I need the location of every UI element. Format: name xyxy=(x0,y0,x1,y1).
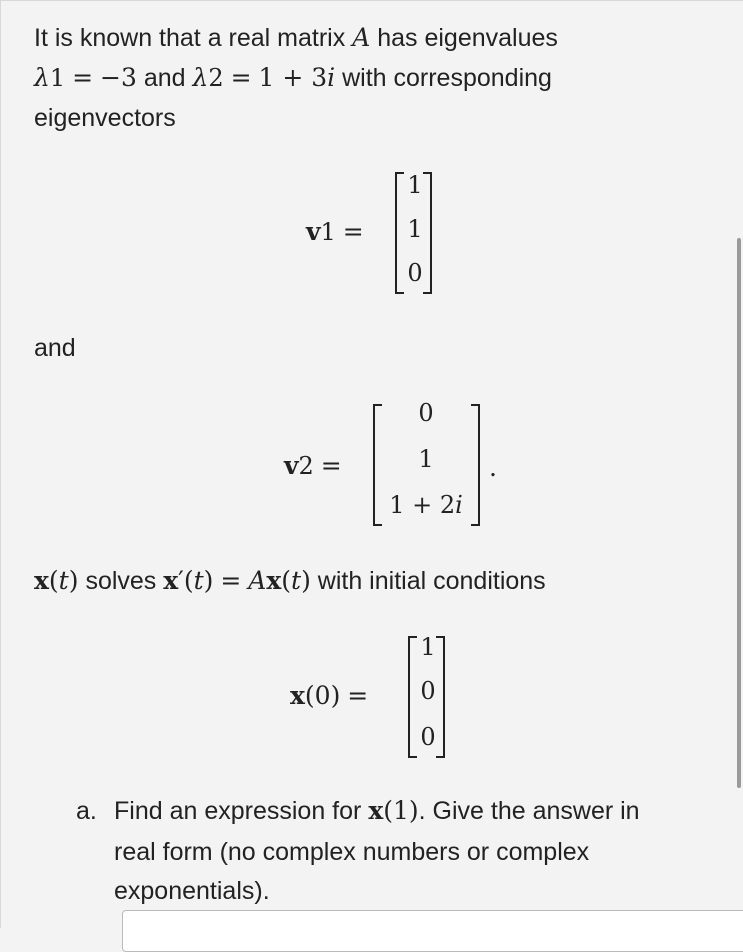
prime: ′( xyxy=(178,566,194,595)
top-border xyxy=(0,0,743,1)
intro-line-3 xyxy=(34,98,176,138)
and-text: and xyxy=(143,64,186,92)
matrix-entry: 0 xyxy=(407,259,423,287)
paren: ( xyxy=(48,566,59,595)
equals: = xyxy=(72,63,94,92)
intro-text: It is known that a real matrix xyxy=(34,24,346,52)
matrix-entry: 1 xyxy=(407,171,423,199)
matrix-entry: 1 xyxy=(418,445,434,473)
and-text: and xyxy=(34,334,76,362)
lambda-symbol: λ xyxy=(192,63,209,92)
lambda-symbol: λ xyxy=(34,63,50,92)
scrollbar[interactable] xyxy=(737,238,741,788)
intro-line-2 xyxy=(34,58,552,98)
subscript: 1 xyxy=(320,218,336,246)
vector-symbol: v xyxy=(284,451,299,480)
equals: = xyxy=(342,217,364,246)
time-variable: t xyxy=(291,566,302,595)
v1-label xyxy=(306,212,364,252)
matrix-entry: 1 xyxy=(407,215,423,243)
part-a-line-2: real form (no complex numbers or complex xyxy=(114,838,590,866)
vector-symbol: v xyxy=(306,217,321,246)
paren: ) xyxy=(68,566,79,595)
solves-text: solves xyxy=(85,567,157,595)
intro-text: eigenvectors xyxy=(34,104,176,132)
matrix-entry: 0 xyxy=(420,723,436,751)
matrix-entry: 0 xyxy=(420,677,436,705)
paren: ) xyxy=(301,566,311,595)
part-a-text: Find an expression for xyxy=(114,797,362,825)
vector-x: x xyxy=(368,796,384,825)
intro-text: with corresponding xyxy=(342,64,552,92)
imaginary-unit: i xyxy=(327,63,336,92)
matrix-entry: 1 xyxy=(420,633,436,661)
entry-real: 1 + 2 xyxy=(389,491,456,519)
x0-label xyxy=(290,676,368,716)
ode-line xyxy=(34,561,546,601)
vector-x: x xyxy=(290,681,305,710)
subscript: 1 xyxy=(49,64,66,92)
vector-x: x xyxy=(163,566,179,595)
matrix-entry: 0 xyxy=(418,399,434,427)
part-a-line-3: exponentials). xyxy=(114,877,270,905)
matrix-symbol: A xyxy=(248,566,267,595)
v2-label xyxy=(284,446,342,486)
ode-text: with initial conditions xyxy=(317,567,546,595)
intro-text: has eigenvalues xyxy=(377,24,558,52)
subscript: 2 xyxy=(208,64,224,92)
argument: (1) xyxy=(383,796,419,825)
part-a-marker: a. xyxy=(76,797,97,825)
time-variable: t xyxy=(193,566,204,595)
part-a-line-1 xyxy=(114,791,640,831)
matrix-entry xyxy=(378,490,474,520)
eigenvalue-2: 1 + 3 xyxy=(258,63,328,92)
answer-input[interactable] xyxy=(122,910,743,952)
period: . xyxy=(489,453,497,482)
equals: = xyxy=(320,451,342,480)
vector-x: x xyxy=(266,566,282,595)
intro-line-1 xyxy=(34,18,558,58)
subscript: 2 xyxy=(298,452,314,480)
part-a-text: . Give the answer in xyxy=(418,797,640,825)
imaginary-unit: i xyxy=(455,491,463,519)
argument: (0) xyxy=(304,681,341,710)
paren: ) xyxy=(203,566,214,595)
left-border xyxy=(0,0,1,928)
equals: = xyxy=(347,681,369,710)
eigenvalue-1: −3 xyxy=(100,63,137,92)
paren: ( xyxy=(281,566,292,595)
vector-x: x xyxy=(34,566,49,595)
matrix-symbol: A xyxy=(352,23,371,52)
time-variable: t xyxy=(58,566,69,595)
equals: = xyxy=(230,63,252,92)
equals: = xyxy=(220,566,242,595)
